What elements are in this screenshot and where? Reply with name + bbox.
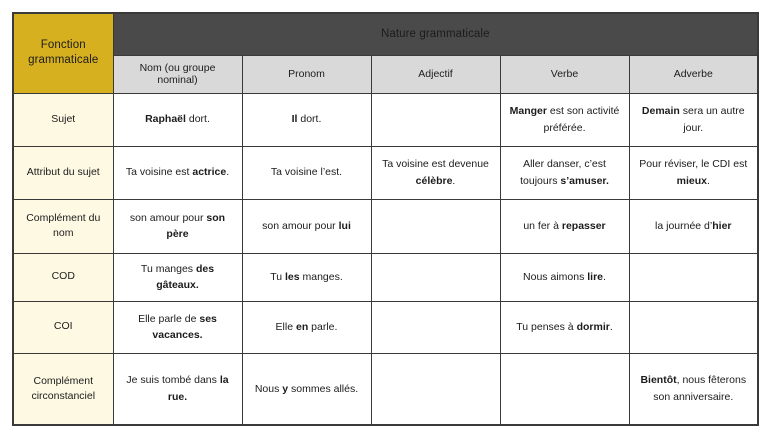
corner-header-fonction-grammaticale: Fonction grammaticale xyxy=(13,13,113,93)
column-header-adjectif: Adjectif xyxy=(371,55,500,93)
cell-coi-adjectif xyxy=(371,301,500,353)
cell-cod-pronom: Tu les manges. xyxy=(242,253,371,301)
row-label-complement-circonstanciel: Complément circonstanciel xyxy=(13,353,113,425)
cell-circonstanciel-nom: Je suis tombé dans la rue. xyxy=(113,353,242,425)
header-row-columns xyxy=(13,55,758,93)
cell-coi-adverbe xyxy=(629,301,758,353)
table-row xyxy=(13,353,758,425)
table-row xyxy=(13,253,758,301)
cell-attribut-verbe: Aller danser, c’est toujours s’amuser. xyxy=(500,146,629,199)
grammatical-function-table xyxy=(12,12,759,426)
column-header-pronom: Pronom xyxy=(242,55,371,93)
column-header-adverbe: Adverbe xyxy=(629,55,758,93)
cell-circonstanciel-verbe xyxy=(500,353,629,425)
row-label-sujet: Sujet xyxy=(13,93,113,146)
column-header-nom: Nom (ou groupe nominal) xyxy=(113,55,242,93)
cell-sujet-adverbe: Demain sera un autre jour. xyxy=(629,93,758,146)
grammar-table-container xyxy=(12,12,757,424)
cell-complement-nom-pronom: son amour pour lui xyxy=(242,199,371,253)
cell-circonstanciel-pronom: Nous y sommes allés. xyxy=(242,353,371,425)
header-row-group xyxy=(13,13,758,55)
table-row xyxy=(13,93,758,146)
cell-circonstanciel-adverbe: Bientôt, nous fêterons son anniversaire. xyxy=(629,353,758,425)
cell-complement-nom-adjectif xyxy=(371,199,500,253)
row-label-coi: COI xyxy=(13,301,113,353)
cell-sujet-verbe: Manger est son activité préférée. xyxy=(500,93,629,146)
cell-attribut-nom: Ta voisine est actrice. xyxy=(113,146,242,199)
table-row xyxy=(13,301,758,353)
cell-complement-nom-nom: son amour pour son père xyxy=(113,199,242,253)
cell-sujet-nom: Raphaël dort. xyxy=(113,93,242,146)
cell-coi-pronom: Elle en parle. xyxy=(242,301,371,353)
cell-attribut-adverbe: Pour réviser, le CDI est mieux. xyxy=(629,146,758,199)
group-header-nature-grammaticale: Nature grammaticale xyxy=(113,13,758,55)
cell-cod-adjectif xyxy=(371,253,500,301)
cell-circonstanciel-adjectif xyxy=(371,353,500,425)
cell-attribut-pronom: Ta voisine l’est. xyxy=(242,146,371,199)
cell-cod-verbe: Nous aimons lire. xyxy=(500,253,629,301)
cell-sujet-pronom: Il dort. xyxy=(242,93,371,146)
row-label-attribut-du-sujet: Attribut du sujet xyxy=(13,146,113,199)
column-header-verbe: Verbe xyxy=(500,55,629,93)
cell-coi-nom: Elle parle de ses vacances. xyxy=(113,301,242,353)
cell-sujet-adjectif xyxy=(371,93,500,146)
cell-attribut-adjectif: Ta voisine est devenue célèbre. xyxy=(371,146,500,199)
cell-complement-nom-adverbe: la journée d’hier xyxy=(629,199,758,253)
row-label-cod: COD xyxy=(13,253,113,301)
row-label-complement-du-nom: Complément du nom xyxy=(13,199,113,253)
table-body xyxy=(13,93,758,425)
table-row xyxy=(13,199,758,253)
cell-cod-nom: Tu manges des gâteaux. xyxy=(113,253,242,301)
cell-coi-verbe: Tu penses à dormir. xyxy=(500,301,629,353)
cell-complement-nom-verbe: un fer à repasser xyxy=(500,199,629,253)
cell-cod-adverbe xyxy=(629,253,758,301)
table-header xyxy=(13,13,758,93)
table-row xyxy=(13,146,758,199)
